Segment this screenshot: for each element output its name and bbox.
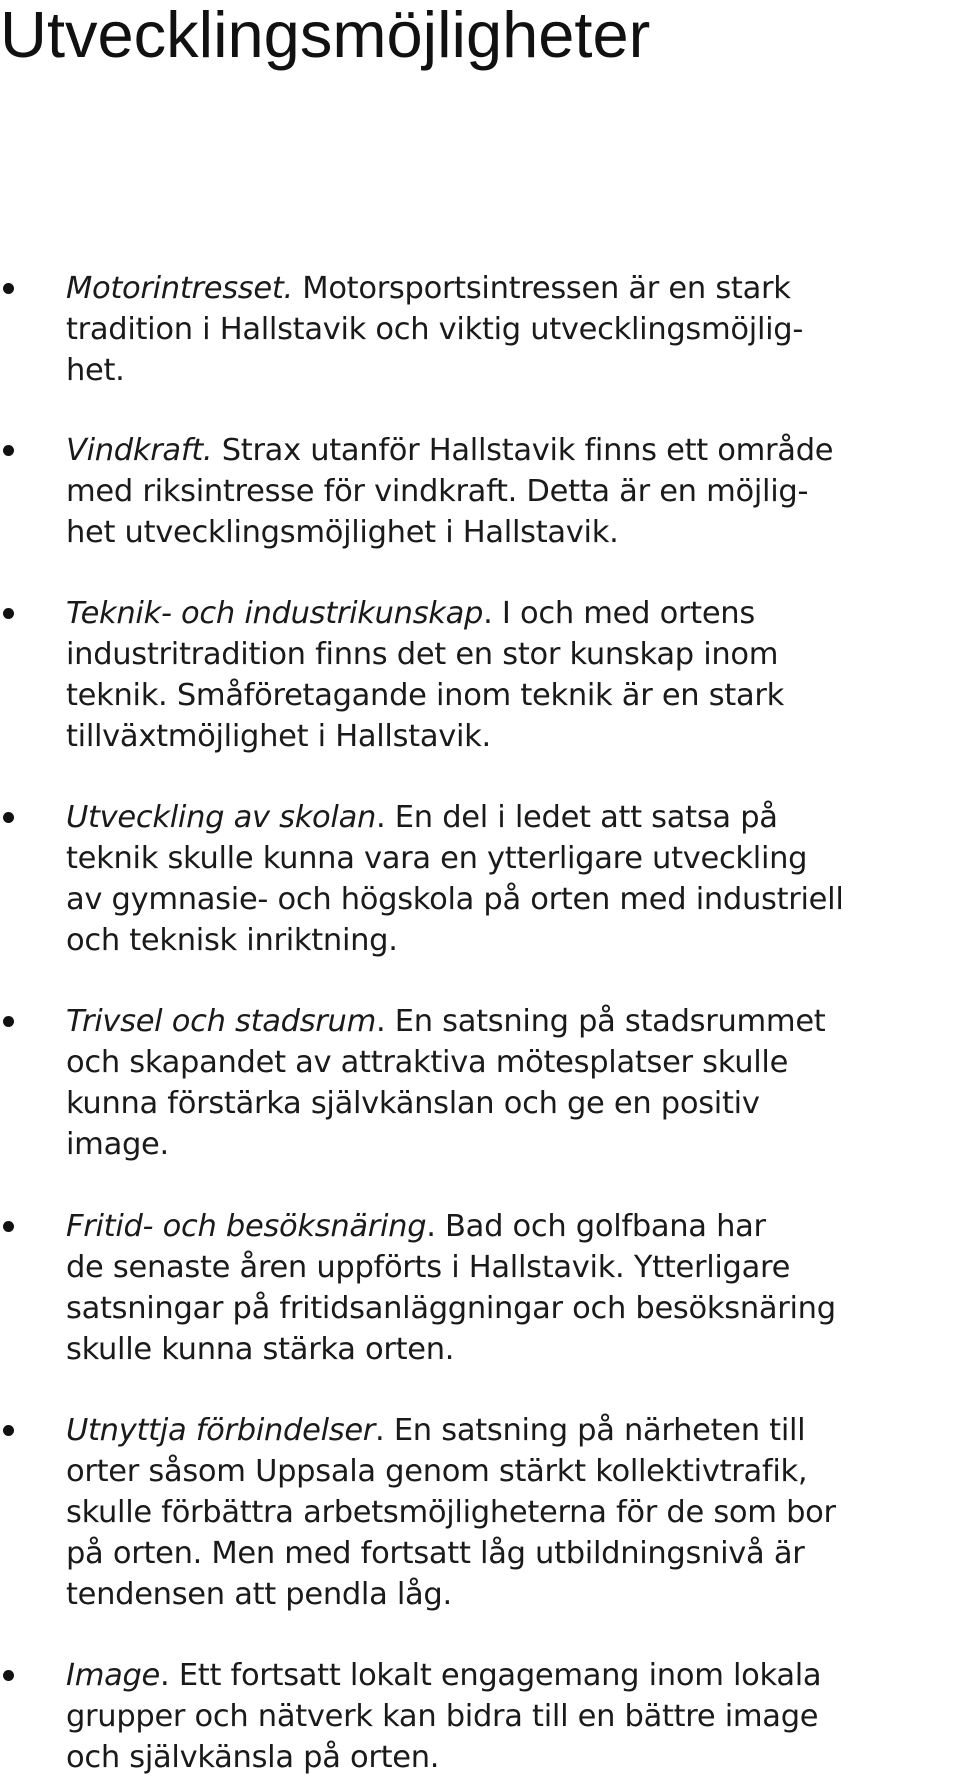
- item-body-line: orter såsom Uppsala genom stärkt kollektivtrafik,: [66, 1454, 808, 1489]
- item-body-line: industritradition finns det en stor kunskap inom: [66, 637, 779, 672]
- item-body-line: . I och med ortens: [483, 596, 755, 631]
- item-body-line: . Ett fortsatt lokalt engagemang inom lokala: [160, 1658, 822, 1693]
- item-body-line: med riksintresse för vindkraft. Detta är en möjlig-: [66, 474, 809, 509]
- item-text: [66, 268, 956, 391]
- item-text: [66, 1655, 956, 1778]
- item-body-line: teknik skulle kunna vara en ytterligare utveckling: [66, 841, 808, 876]
- item-body-line: . En del i ledet att satsa på: [376, 800, 778, 835]
- item-body-line: teknik. Småföretagande inom teknik är en stark: [66, 678, 784, 713]
- item-body-line: och skapandet av attraktiva mötesplatser skulle: [66, 1045, 789, 1080]
- item-body-line: het utvecklingsmöjlighet i Hallstavik.: [66, 515, 619, 550]
- item-body-line: och självkänsla på orten.: [66, 1740, 440, 1775]
- item-body-line: . En satsning på stadsrummet: [375, 1004, 826, 1039]
- item-body-line: tillväxtmöjlighet i Hallstavik.: [66, 719, 491, 754]
- item-heading: Image: [66, 1658, 161, 1693]
- item-heading: Trivsel och stadsrum: [66, 1004, 376, 1039]
- item-body-line: image.: [66, 1127, 169, 1162]
- item-body-line: . Bad och golfbana har: [426, 1209, 766, 1244]
- item-heading: Utveckling av skolan: [66, 800, 377, 835]
- item-body-line: Motorsportsintressen är en stark: [292, 271, 791, 306]
- item-body-line: på orten. Men med fortsatt låg utbildningsnivå är: [66, 1536, 805, 1571]
- item-body-line: skulle kunna stärka orten.: [66, 1332, 455, 1367]
- item-text: [66, 1410, 956, 1615]
- bullet-icon: [3, 1221, 14, 1232]
- bullet-icon: [3, 283, 14, 294]
- item-body-line: Strax utanför Hallstavik finns ett område: [212, 433, 834, 468]
- item-body-line: skulle förbättra arbetsmöjligheterna för de som bor: [66, 1495, 836, 1530]
- item-body-line: het.: [66, 353, 125, 388]
- item-heading: Fritid- och besöksnäring: [66, 1209, 427, 1244]
- bullet-icon: [3, 445, 14, 456]
- item-body-line: av gymnasie- och högskola på orten med industriell: [66, 882, 844, 917]
- bullet-icon: [3, 1016, 14, 1027]
- bullet-icon: [3, 1425, 14, 1436]
- item-text: [66, 1001, 956, 1165]
- item-body-line: och teknisk inriktning.: [66, 923, 398, 958]
- item-body-line: satsningar på fritidsanläggningar och besöksnäring: [66, 1291, 836, 1326]
- item-body-line: de senaste åren uppförts i Hallstavik. Ytterligare: [66, 1250, 791, 1285]
- item-body-line: tradition i Hallstavik och viktig utvecklingsmöjlig-: [66, 312, 804, 347]
- item-heading: Motorintresset.: [66, 271, 293, 306]
- bullet-icon: [3, 608, 14, 619]
- item-text: [66, 797, 956, 961]
- bullet-icon: [3, 812, 14, 823]
- item-heading: Teknik- och industrikunskap: [66, 596, 484, 631]
- bullet-icon: [3, 1670, 14, 1681]
- item-body-line: grupper och nätverk kan bidra till en bättre image: [66, 1699, 819, 1734]
- item-text: [66, 593, 956, 757]
- item-heading: Utnyttja förbindelser: [66, 1413, 376, 1448]
- item-heading: Vindkraft.: [66, 433, 213, 468]
- item-text: [66, 430, 956, 553]
- item-body-line: kunna förstärka självkänslan och ge en positiv: [66, 1086, 760, 1121]
- page-title: Utvecklingsmöjligheter: [0, 0, 651, 71]
- item-text: [66, 1206, 956, 1370]
- item-body-line: tendensen att pendla låg.: [66, 1577, 452, 1612]
- item-body-line: . En satsning på närheten till: [375, 1413, 806, 1448]
